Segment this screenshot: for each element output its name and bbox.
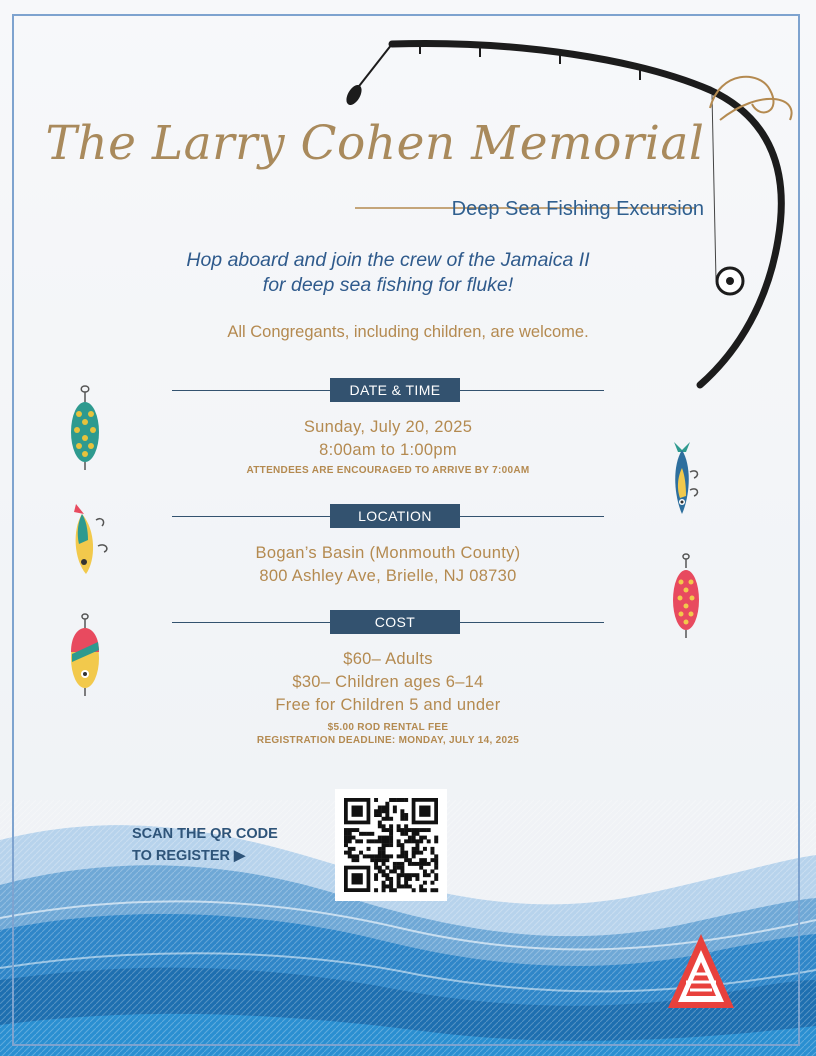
qr-code[interactable]	[335, 789, 447, 901]
event-title: The Larry Cohen Memorial	[45, 116, 705, 171]
register-line-2: TO REGISTER ▶	[132, 848, 246, 864]
welcome-text: All Congregants, including children, are welcome.	[227, 323, 589, 341]
cost-adults: $60– Adults	[343, 650, 433, 668]
location-heading: LOCATION	[330, 504, 460, 528]
fishing-lure-icon	[668, 552, 704, 642]
intro-line-2: for deep sea fishing for fluke!	[262, 274, 514, 296]
event-date: Sunday, July 20, 2025	[303, 418, 473, 436]
date-time-block	[188, 416, 588, 477]
fishing-lure-icon	[66, 500, 116, 582]
fishing-lure-icon	[64, 612, 106, 698]
fishing-lure-icon	[664, 438, 704, 520]
arrival-note: ATTENDEES ARE ENCOURAGED TO ARRIVE BY 7:00AM	[246, 465, 530, 476]
cost-children: $30– Children ages 6–14	[292, 673, 484, 691]
event-subtitle: Deep Sea Fishing Excursion	[451, 198, 704, 220]
register-line-1: SCAN THE QR CODE	[132, 826, 278, 842]
register-callout	[132, 823, 278, 867]
qr-code-image	[335, 789, 447, 901]
synagogue-logo	[666, 932, 736, 1012]
intro-line-1: Hop aboard and join the crew of the Jamaica II	[186, 249, 590, 271]
event-time: 8:00am to 1:00pm	[319, 441, 457, 459]
location-address: 800 Ashley Ave, Brielle, NJ 08730	[259, 567, 517, 585]
rod-rental-fee: $5.00 ROD RENTAL FEE	[327, 722, 449, 733]
intro-text	[108, 248, 668, 298]
cost-free: Free for Children 5 and under	[275, 696, 501, 714]
location-block	[188, 542, 588, 588]
location-place: Bogan’s Basin (Monmouth County)	[255, 544, 521, 562]
cost-block	[188, 648, 588, 747]
cost-heading: COST	[330, 610, 460, 634]
date-time-heading: DATE & TIME	[330, 378, 460, 402]
registration-deadline: REGISTRATION DEADLINE: MONDAY, JULY 14, 2025	[256, 735, 520, 746]
fishing-lure-icon	[62, 384, 108, 474]
